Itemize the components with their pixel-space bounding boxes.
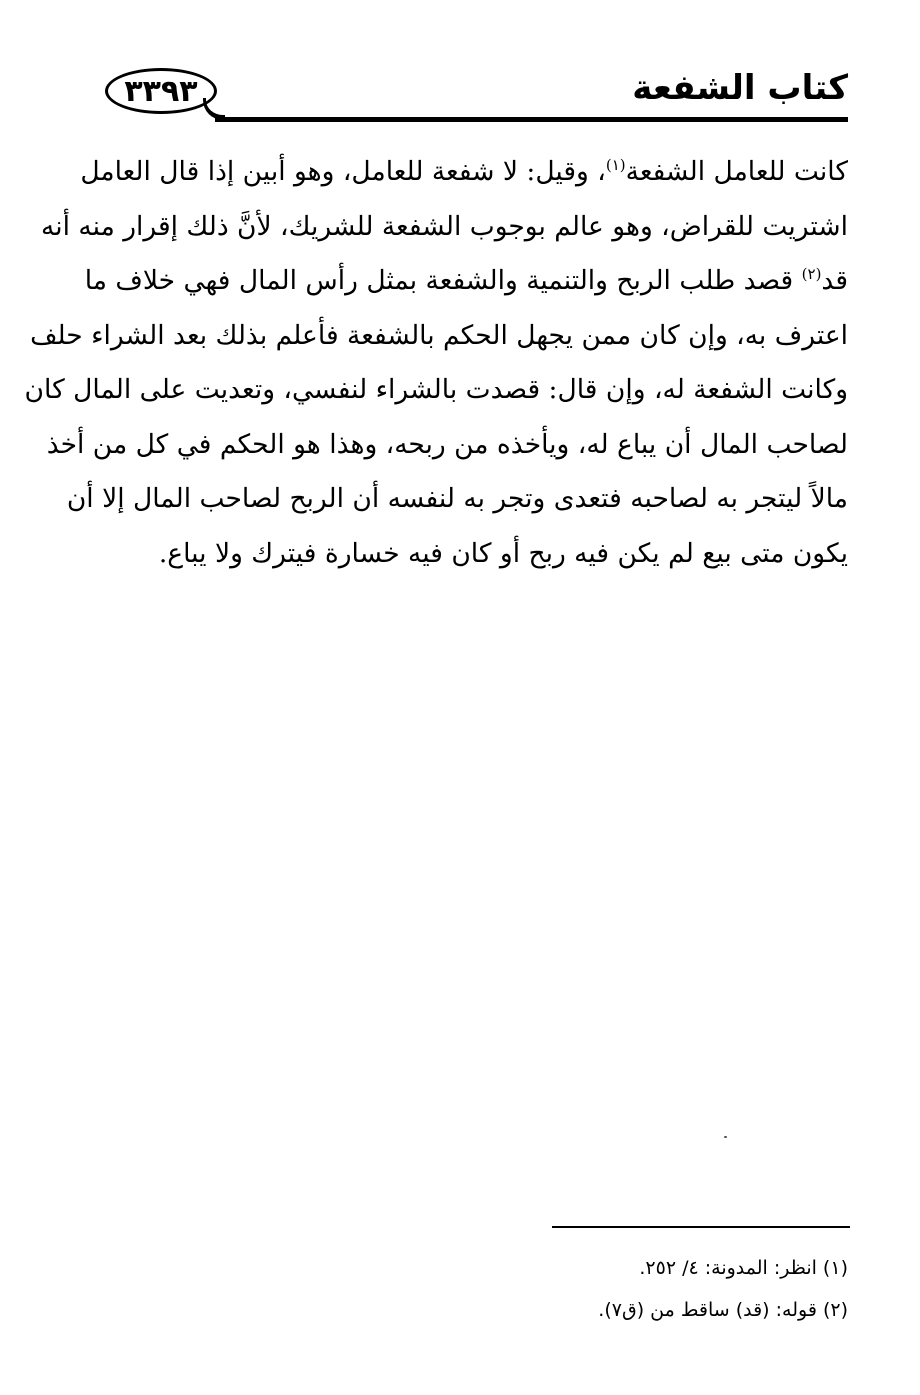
main-text: [24, 145, 848, 581]
footnote-1: (١) انظر: المدونة: ٤/ ٢٥٢.: [639, 1257, 848, 1279]
text-line: [80, 145, 848, 200]
text-line: [84, 254, 848, 309]
header-rule: [215, 117, 848, 122]
book-title: كتاب الشفعة: [632, 68, 848, 108]
text-segment: مالاً ليتجر به لصاحبه فتعدى وتجر به لنفسه أن الربح لصاحب المال إلا أن: [66, 483, 848, 514]
text-line: [41, 200, 848, 255]
footnote-separator: [552, 1226, 850, 1228]
scan-speck: [724, 1136, 727, 1138]
footnote-2: (٢) قوله: (قد) ساقط من (ق٧).: [598, 1299, 848, 1321]
text-segment: كانت للعامل الشفعة: [625, 156, 848, 187]
footnote-marker: (١): [605, 156, 626, 175]
text-line: [66, 472, 848, 527]
text-segment: يكون متى بيع لم يكن فيه ربح أو كان فيه خسارة فيترك ولا يباع.: [158, 537, 848, 569]
page-number: ٣٣٩٣: [124, 73, 198, 109]
text-segment: لصاحب المال أن يباع له، ويأخذه من ربحه، وهذا هو الحكم في كل من أخذ: [46, 428, 848, 460]
text-segment: اشتريت للقراض، وهو عالم بوجوب الشفعة للشريك، لأنَّ ذلك إقرار منه أنه: [41, 210, 848, 242]
text-segment: قصد طلب الربح والتنمية والشفعة بمثل رأس المال فهي خلاف ما: [84, 265, 802, 296]
text-segment: اعترف به، وإن كان ممن يجهل الحكم بالشفعة فأعلم بذلك بعد الشراء حلف: [30, 319, 848, 351]
text-line: [30, 309, 848, 364]
text-line: [46, 418, 848, 473]
footnotes: [105, 1247, 848, 1331]
badge-ornament: [203, 98, 225, 120]
text-segment: وكانت الشفعة له، وإن قال: قصدت بالشراء لنفسي، وتعديت على المال كان: [24, 374, 848, 405]
page-number-badge: [105, 68, 217, 114]
text-line: [24, 363, 848, 418]
footnote-marker: (٢): [801, 265, 822, 284]
text-line: [105, 527, 848, 582]
text-segment: ، وقيل: لا شفعة للعامل، وهو أبين إذا قال العامل: [80, 156, 606, 187]
page-header: [105, 62, 848, 124]
text-segment: قد: [821, 265, 848, 296]
